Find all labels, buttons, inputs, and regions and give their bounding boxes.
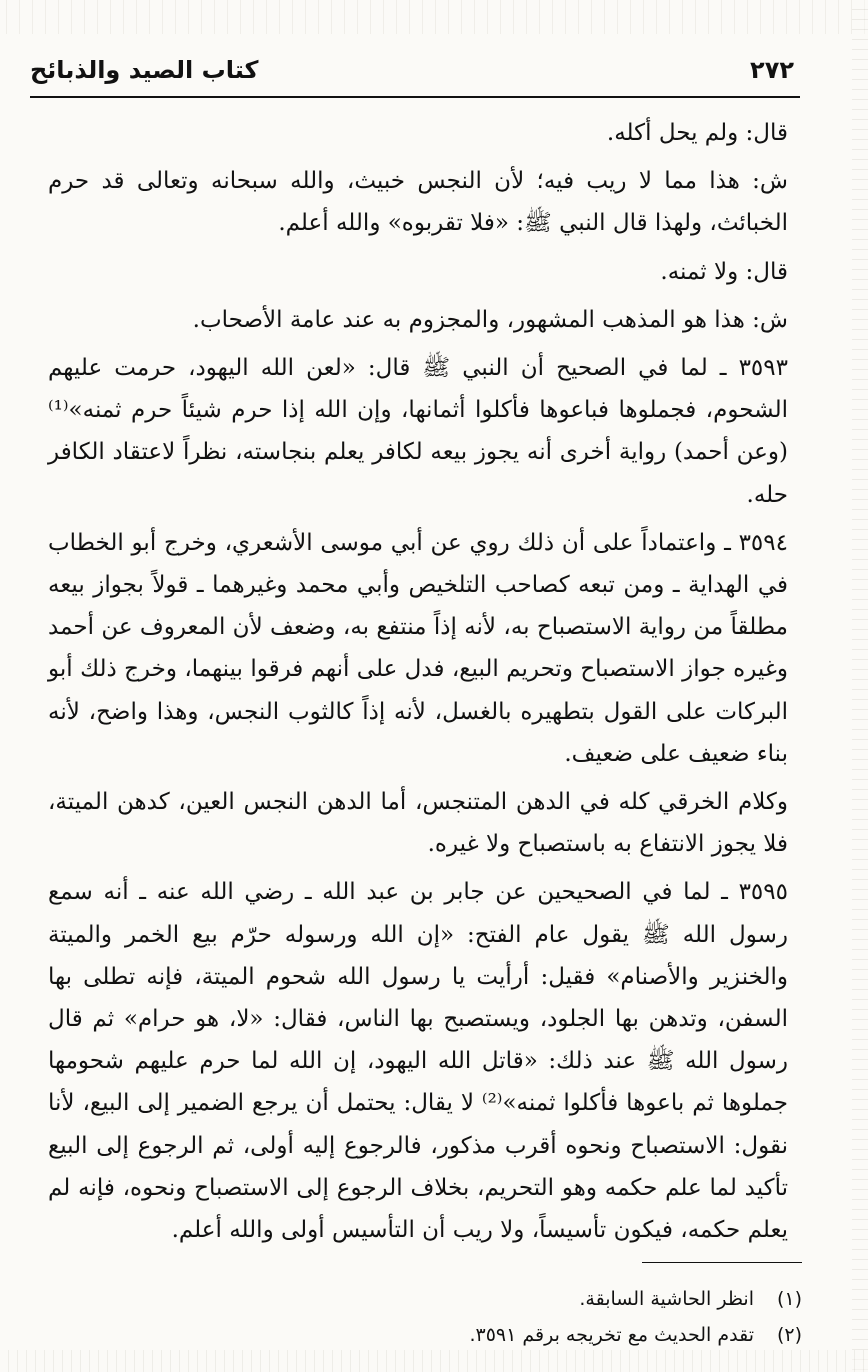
main-text [48, 112, 788, 1257]
paragraph: ٣٥٩٥ ـ لما في الصحيحين عن جابر بن عبد الله ـ رضي الله عنه ـ أنه سمع رسول الله ﷺ يقول عام الفتح: «إن الله ورسوله حرّم بيع الخمر والميتة والخنزير والأصنام» فقيل: أرأيت يا رسول الله شحوم الميتة، فإنه تطلى بها السفن، وتدهن بها الجلود، ويستصبح بها الناس، فقال: «لا، هو حرام» ثم قال رسول الله ﷺ عند ذلك: «قاتل الله اليهود، إن الله لما حرم عليهم شحومها جملوها ثم باعوها فأكلوا ثمنه»⁽²⁾ لا يقال: يحتمل أن يرجع الضمير إلى البيع، لأنا نقول: الاستصباح ونحوه أقرب مذكور، فالرجوع إليه أولى، ثم الرجوع إلى البيع تأكيد لما علم حكمه وهو التحريم، بخلاف الرجوع إلى الاستصباح ونحوه، فإنه لم يعلم حكمه، فيكون تأسيساً، ولا ريب أن التأسيس أولى والله أعلم. [48, 879, 789, 1244]
scan-right-edge [852, 0, 868, 1372]
footnote-number: (١) [776, 1288, 802, 1310]
paragraph: ش: هذا مما لا ريب فيه؛ لأن النجس خبيث، والله سبحانه وتعالى قد حرم الخبائث، ولهذا قال النبي ﷺ: «فلا تقربوه» والله أعلم. [48, 168, 788, 237]
footnote-separator [642, 1262, 802, 1263]
footnote-number: (٢) [776, 1324, 802, 1346]
page-number: ٢٧٢ [750, 56, 794, 84]
footnote-text: تقدم الحديث مع تخريجه برقم ٣٥٩١. [469, 1324, 754, 1346]
paragraph: ش: هذا هو المذهب المشهور، والمجزوم به عند عامة الأصحاب. [192, 306, 788, 333]
paragraph: ٣٥٩٣ ـ لما في الصحيح أن النبي ﷺ قال: «لعن الله اليهود، حرمت عليهم الشحوم، فجملوها فباعوها فأكلوا أثمانها، وإن الله إذا حرم شيئاً حرم ثمنه»⁽¹⁾ (وعن أحمد) رواية أخرى أنه يجوز بيعه لكافر يعلم بنجاسته، نظراً لاعتقاد الكافر حله. [48, 355, 788, 508]
footnotes [48, 1282, 802, 1354]
footnote [48, 1318, 802, 1352]
paragraph: ٣٥٩٤ ـ واعتماداً على أن ذلك روي عن أبي موسى الأشعري، وخرج أبو الخطاب في الهداية ـ ومن تبعه كصاحب التلخيص وأبي محمد وغيرهما ـ قولاً بجواز بيعه مطلقاً من رواية الاستصباح به، لأنه إذاً منتفع به، وضعف لأن المعروف عن أحمد وغيره جواز الاستصباح وتحريم البيع، فدل على أنهم فرقوا بينهما، وخرج ذلك أبو البركات على القول بتطهيره بالغسل، لأنه إذاً كالثوب النجس، وهذا واضح، لأنه بناء ضعيف على ضعيف. [48, 529, 788, 767]
page-header [30, 56, 800, 98]
paragraph: قال: ولا ثمنه. [660, 258, 788, 285]
footnote [48, 1282, 802, 1316]
paragraph: قال: ولم يحل أكله. [606, 120, 788, 146]
footnote-text: انظر الحاشية السابقة. [579, 1288, 754, 1310]
running-title: كتاب الصيد والذبائح [30, 56, 259, 84]
scan-top-edge [0, 0, 868, 34]
paragraph: وكلام الخرقي كله في الدهن المتنجس، أما الدهن النجس العين، كدهن الميتة، فلا يجوز الانتفاع به باستصباح ولا غيره. [48, 789, 788, 858]
